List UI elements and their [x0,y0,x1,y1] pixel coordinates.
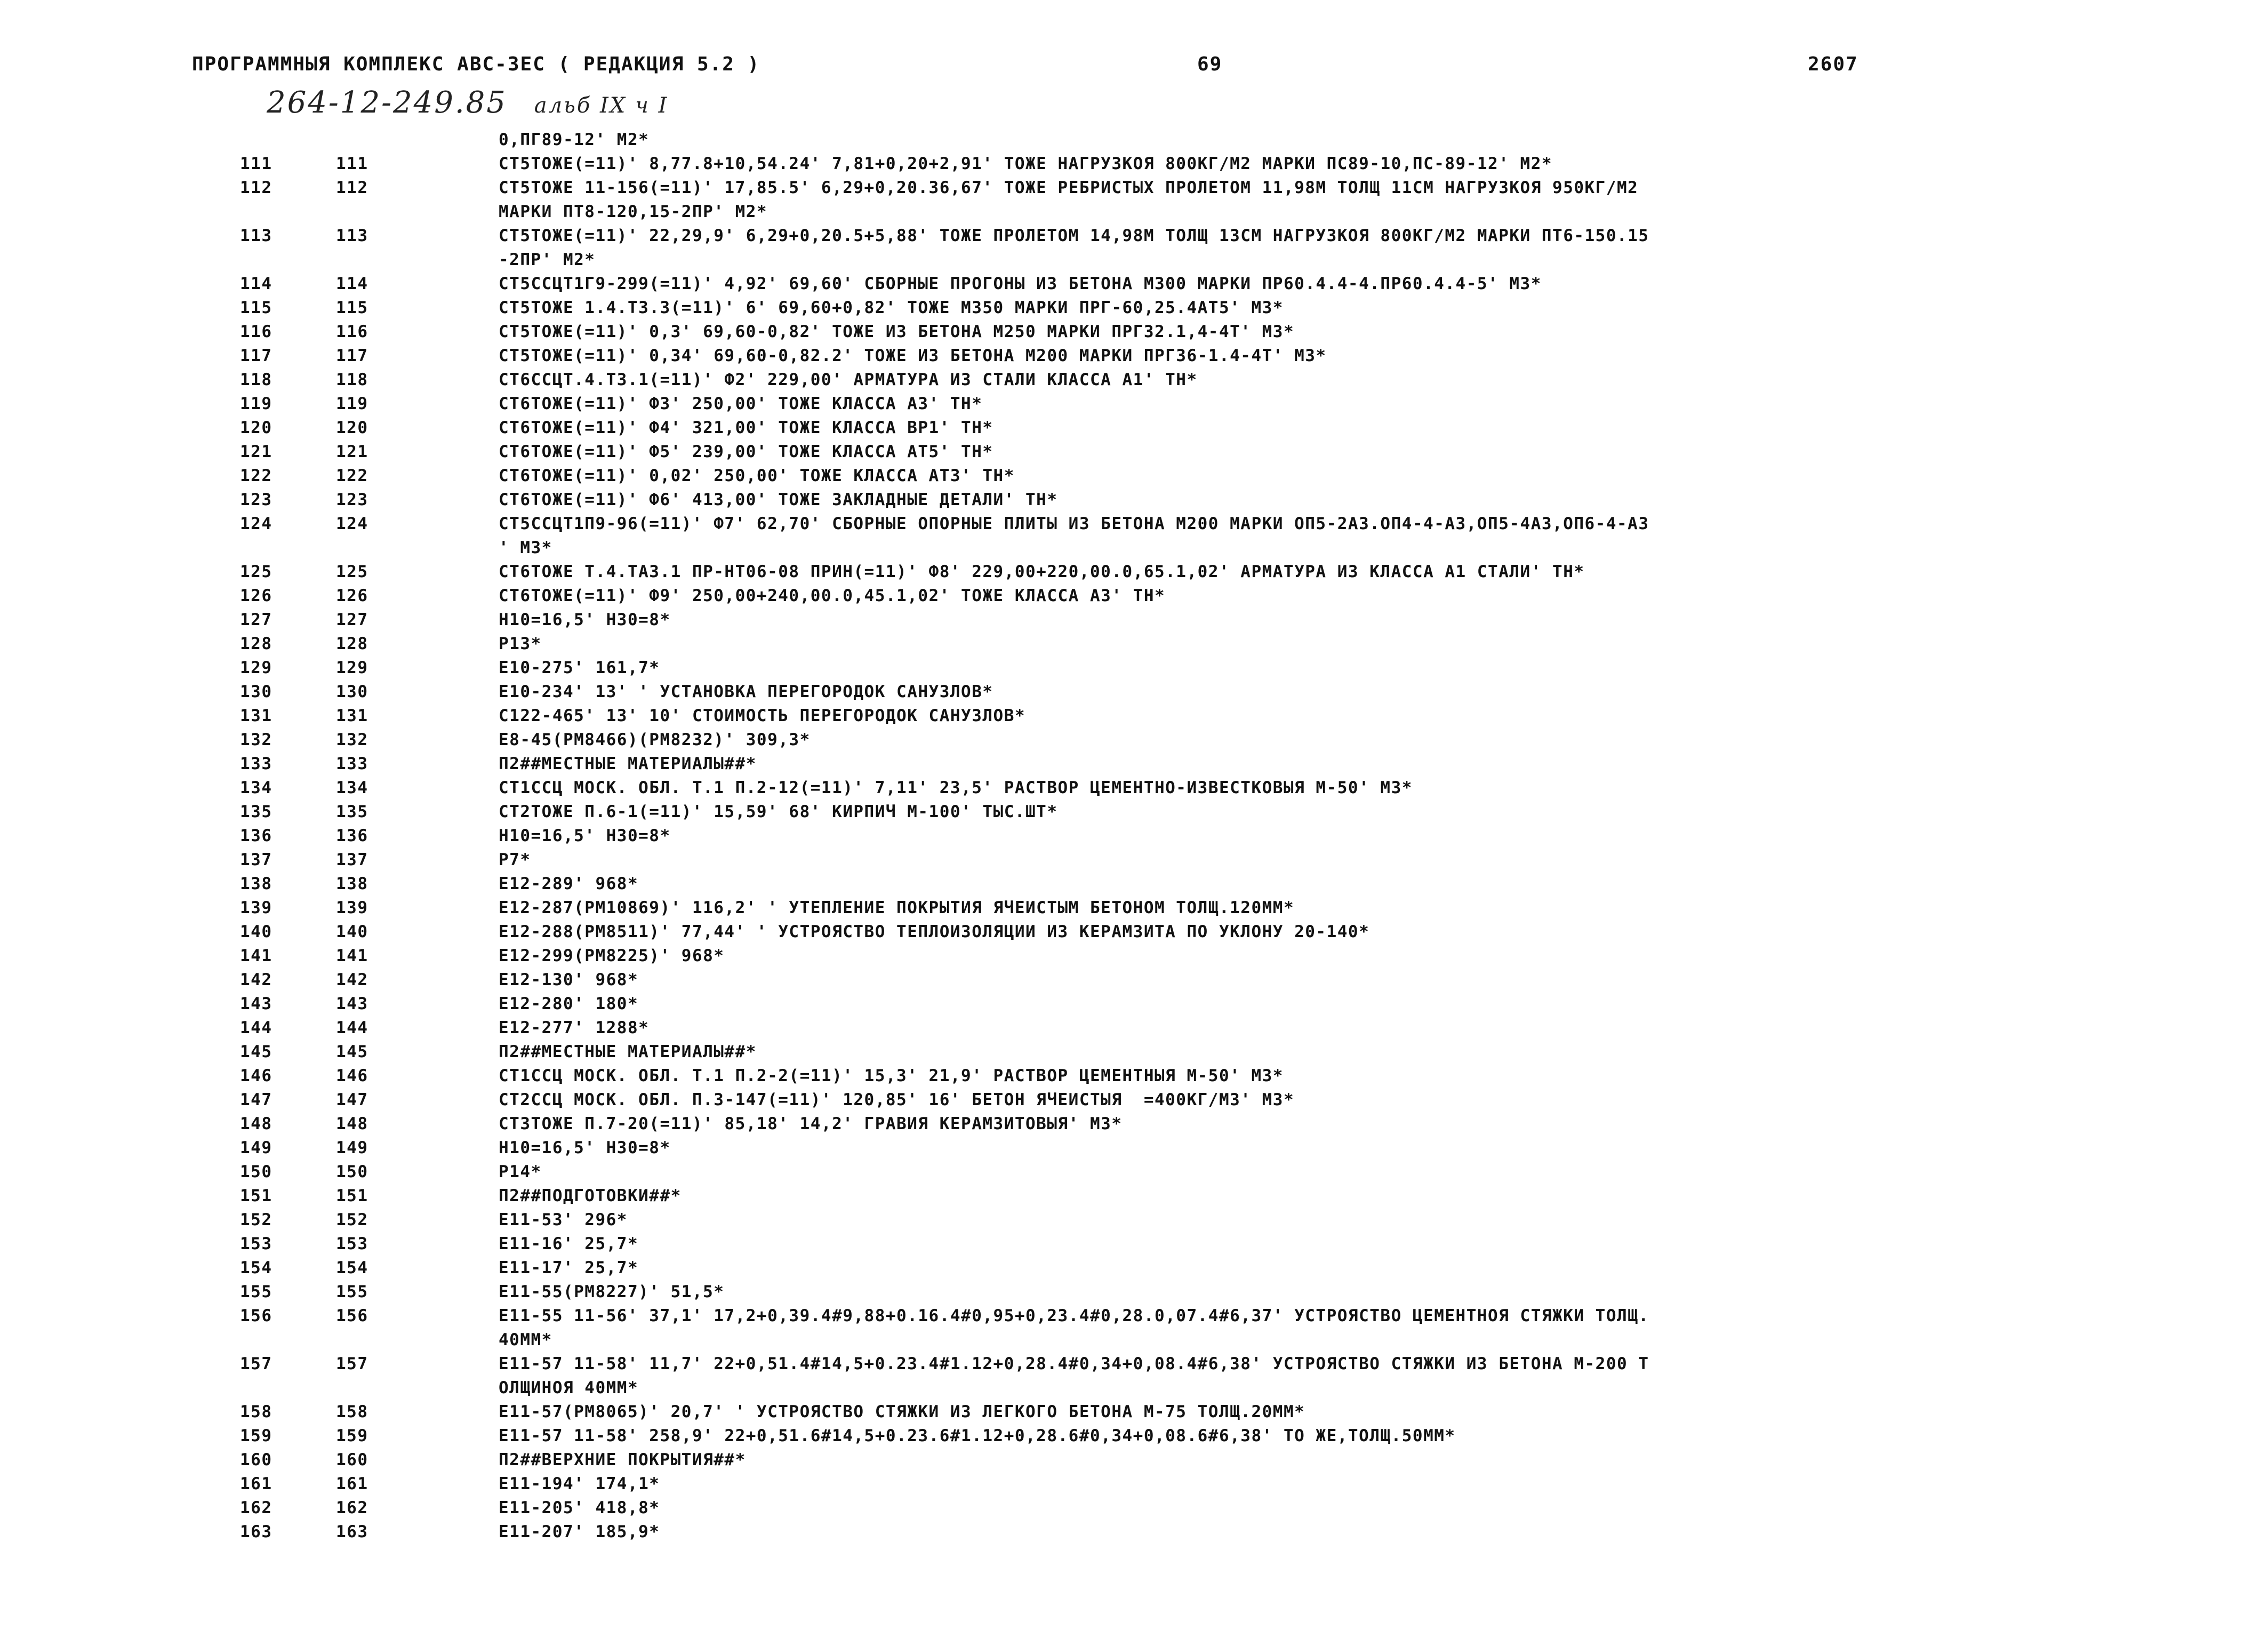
statement-number: 117 [336,346,368,365]
listing-line [0,1112,2268,1136]
line-text: Е12-277' 1288* [499,1018,650,1037]
listing-line [0,752,2268,776]
statement-number: 141 [336,946,368,965]
line-number: 145 [240,1042,273,1061]
listing-line [0,1160,2268,1184]
line-text: П2##МЕСТНЫЕ МАТЕРИАЛЫ##* [499,754,757,773]
listing-line [0,632,2268,656]
line-number: 142 [240,970,273,989]
line-number: 116 [240,322,273,341]
line-text: Е11-55 11-56' 37,1' 17,2+0,39.4#9,88+0.16.4#0,95+0,23.4#0,28.0,07.4#6,37' УСТРОЯСТВО ЦЕМЕНТНОЯ СТЯЖКИ ТОЛЩ. [499,1306,1649,1325]
listing-line [0,944,2268,968]
line-text: Е11-207' 185,9* [499,1522,660,1541]
statement-number: 137 [336,850,368,869]
line-number: 119 [240,394,273,413]
line-number: 118 [240,370,273,389]
statement-number: 152 [336,1210,368,1229]
line-text: Р13* [499,634,542,653]
line-number: 147 [240,1090,273,1109]
page-header [192,53,2112,85]
listing-line [0,1472,2268,1496]
statement-number: 160 [336,1450,368,1469]
line-text: Н10=16,5' Н30=8* [499,826,671,845]
listing-line [0,392,2268,416]
statement-number: 146 [336,1066,368,1085]
line-text: Е10-275' 161,7* [499,658,660,677]
line-number: 143 [240,994,273,1013]
statement-number: 162 [336,1498,368,1517]
statement-number: 145 [336,1042,368,1061]
statement-number: 121 [336,442,368,461]
line-text: Е11-205' 418,8* [499,1498,660,1517]
listing-line [0,416,2268,440]
statement-number: 127 [336,610,368,629]
statement-number: 115 [336,298,368,317]
line-number: 132 [240,730,273,749]
listing-line [0,1304,2268,1328]
listing-line [0,1088,2268,1112]
line-number: 120 [240,418,273,437]
listing-line [0,1208,2268,1232]
listing-line [0,368,2268,392]
line-text: CT5TOЖE(=11)' 0,34' 69,60-0,82.2' ТОЖЕ ИЗ БЕТОНА М200 МАРКИ ПРГ36-1.4-4Т' М3* [499,346,1327,365]
line-text: Е11-57 11-58' 11,7' 22+0,51.4#14,5+0.23.4#1.12+0,28.4#0,34+0,08.4#6,38' УСТРОЯСТВО СТЯЖКИ ИЗ БЕТОНА М-200 Т [499,1354,1649,1373]
line-number: 133 [240,754,273,773]
statement-number: 139 [336,898,368,917]
line-number: 114 [240,274,273,293]
listing-line [0,176,2268,200]
statement-number: 120 [336,418,368,437]
statement-number: 143 [336,994,368,1013]
statement-number: 140 [336,922,368,941]
line-text: Н10=16,5' Н30=8* [499,1138,671,1157]
statement-number: 129 [336,658,368,677]
listing-line [0,896,2268,920]
statement-number: 138 [336,874,368,893]
listing-line [0,344,2268,368]
line-number: 137 [240,850,273,869]
statement-number: 119 [336,394,368,413]
statement-number: 134 [336,778,368,797]
listing-line [0,872,2268,896]
line-number: 127 [240,610,273,629]
line-number: 152 [240,1210,273,1229]
statement-number: 130 [336,682,368,701]
statement-number: 126 [336,586,368,605]
statement-number: 144 [336,1018,368,1037]
statement-number: 142 [336,970,368,989]
listing-line [0,1328,2268,1352]
listing-line [0,440,2268,464]
line-text: Е8-45(РМ8466)(РМ8232)' 309,3* [499,730,811,749]
listing-line [0,704,2268,728]
line-number: 162 [240,1498,273,1517]
line-text: С122-465' 13' 10' СТОИМОСТЬ ПЕРЕГОРОДОК САНУЗЛОВ* [499,706,1026,725]
line-number: 136 [240,826,273,845]
listing-line [0,560,2268,584]
statement-number: 157 [336,1354,368,1373]
line-number: 138 [240,874,273,893]
line-text: Е12-288(РМ8511)' 77,44' ' УСТРОЯСТВО ТЕПЛОИЗОЛЯЦИИ ИЗ КЕРАМЗИТА ПО УКЛОНУ 20-140* [499,922,1370,941]
line-text: Р7* [499,850,531,869]
line-number: 163 [240,1522,273,1541]
listing-line [0,968,2268,992]
line-number: 140 [240,922,273,941]
line-text: Е11-17' 25,7* [499,1258,639,1277]
line-text: CT5TOЖE 1.4.T3.3(=11)' 6' 69,60+0,82' ТОЖЕ М350 МАРКИ ПРГ-60,25.4АТ5' М3* [499,298,1284,317]
listing-line [0,200,2268,224]
line-text: CT5CCЦT1Г9-299(=11)' 4,92' 69,60' СБОРНЫЕ ПРОГОНЫ ИЗ БЕТОНА М300 МАРКИ ПР60.4.4-4.ПР60.4.4-5' М3* [499,274,1542,293]
line-number: 135 [240,802,273,821]
listing-line [0,1136,2268,1160]
listing-line [0,1256,2268,1280]
listing-line [0,920,2268,944]
handwritten-number: 264-12-249.85 [267,85,507,120]
listing-line [0,320,2268,344]
line-text: CT6TOЖE T.4.TA3.1 ПР-НТ06-08 ПРИН(=11)' Ф8' 229,00+220,00.0,65.1,02' АРМАТУРА ИЗ КЛАССА А1 СТАЛИ' ТН* [499,562,1585,581]
statement-number: 149 [336,1138,368,1157]
statement-number: 135 [336,802,368,821]
line-text: CT6TOЖE(=11)' Ф4' 321,00' ТОЖЕ КЛАССА ВР1' ТН* [499,418,993,437]
line-text: Е11-194' 174,1* [499,1474,660,1493]
line-text: Е12-299(РМ8225)' 968* [499,946,725,965]
listing-line [0,992,2268,1016]
listing-line [0,728,2268,752]
listing-line [0,248,2268,272]
listing-line [0,1232,2268,1256]
listing-line [0,464,2268,488]
listing-line [0,1520,2268,1544]
statement-number: 111 [336,154,368,173]
line-number: 144 [240,1018,273,1037]
page-number: 69 [1197,53,1223,75]
listing-line [0,1496,2268,1520]
statement-number: 114 [336,274,368,293]
line-text: Е12-130' 968* [499,970,639,989]
line-text: CT6TOЖE(=11)' Ф6' 413,00' ТОЖЕ ЗАКЛАДНЫЕ ДЕТАЛИ' ТН* [499,490,1058,509]
line-text: П2##ВЕРХНИЕ ПОКРЫТИЯ##* [499,1450,746,1469]
statement-number: 150 [336,1162,368,1181]
line-text: Е12-289' 968* [499,874,639,893]
listing-line [0,656,2268,680]
line-text: CT5CCЦT1П9-96(=11)' Ф7' 62,70' СБОРНЫЕ ОПОРНЫЕ ПЛИТЫ ИЗ БЕТОНА М200 МАРКИ ОП5-2А3.ОП4-4-А3,ОП5-4А3,ОП6-4-А3 [499,514,1649,533]
line-number: 148 [240,1114,273,1133]
listing-line [0,272,2268,296]
handwritten-album: альб IX ч I [534,93,669,118]
line-text: Е11-53' 296* [499,1210,628,1229]
line-number: 117 [240,346,273,365]
line-number: 112 [240,178,273,197]
statement-number: 122 [336,466,368,485]
line-number: 146 [240,1066,273,1085]
statement-number: 128 [336,634,368,653]
line-text: CT3TOЖE П.7-20(=11)' 85,18' 14,2' ГРАВИЯ КЕРАМЗИТОВЫЯ' М3* [499,1114,1123,1133]
line-text: CT5TOЖE(=11)' 0,3' 69,60-0,82' ТОЖЕ ИЗ БЕТОНА М250 МАРКИ ПРГ32.1,4-4Т' М3* [499,322,1295,341]
line-text: ОЛЩИНОЯ 40ММ* [499,1378,639,1397]
listing-line [0,1352,2268,1376]
handwritten-note [267,85,668,120]
listing-line [0,1448,2268,1472]
line-number: 139 [240,898,273,917]
statement-number: 112 [336,178,368,197]
listing-line [0,296,2268,320]
listing-line [0,1424,2268,1448]
line-text: CT2TOЖE П.6-1(=11)' 15,59' 68' КИРПИЧ М-100' ТЫС.ШТ* [499,802,1058,821]
line-number: 130 [240,682,273,701]
line-number: 161 [240,1474,273,1493]
statement-number: 125 [336,562,368,581]
line-number: 157 [240,1354,273,1373]
line-number: 158 [240,1402,273,1421]
line-number: 123 [240,490,273,509]
line-text: Е12-280' 180* [499,994,639,1013]
statement-number: 132 [336,730,368,749]
listing-line [0,224,2268,248]
listing-line [0,128,2268,152]
statement-number: 124 [336,514,368,533]
line-text: -2ПР' М2* [499,250,596,269]
line-number: 124 [240,514,273,533]
line-text: П2##ПОДГОТОВКИ##* [499,1186,682,1205]
line-text: Е12-287(РМ10869)' 116,2' ' УТЕПЛЕНИЕ ПОКРЫТИЯ ЯЧЕИСТЫМ БЕТОНОМ ТОЛЩ.120ММ* [499,898,1295,917]
line-text: CT6TOЖE(=11)' Ф5' 239,00' ТОЖЕ КЛАССА АТ5' ТН* [499,442,993,461]
listing-line [0,536,2268,560]
line-text: CT6CCЦT.4.Т3.1(=11)' Ф2' 229,00' АРМАТУРА ИЗ СТАЛИ КЛАССА А1' ТН* [499,370,1198,389]
statement-number: 116 [336,322,368,341]
line-text: CT2CCЦ МОСК. ОБЛ. П.3-147(=11)' 120,85' 16' БЕТОН ЯЧЕИСТЫЯ =400КГ/М3' М3* [499,1090,1295,1109]
line-number: 154 [240,1258,273,1277]
line-text: CT1CCЦ МОСК. ОБЛ. Т.1 П.2-12(=11)' 7,11' 23,5' РАСТВОР ЦЕМЕНТНО-ИЗВЕСТКОВЫЯ М-50' М3* [499,778,1413,797]
line-text: 40ММ* [499,1330,552,1349]
line-text: CT5TOЖE 11-156(=11)' 17,85.5' 6,29+0,20.36,67' ТОЖЕ РЕБРИСТЫХ ПРОЛЕТОМ 11,98М ТОЛЩ 11СМ НАГРУЗКОЯ 950КГ/М2 [499,178,1639,197]
line-number: 111 [240,154,273,173]
listing-line [0,776,2268,800]
line-number: 151 [240,1186,273,1205]
line-text: CT1CCЦ МОСК. ОБЛ. Т.1 П.2-2(=11)' 15,3' 21,9' РАСТВОР ЦЕМЕНТНЫЯ М-50' М3* [499,1066,1284,1085]
document-code: 2607 [1808,53,1858,75]
line-text: ' М3* [499,538,552,557]
listing-line [0,1016,2268,1040]
line-number: 159 [240,1426,273,1445]
line-text: 0,ПГ89-12' М2* [499,130,650,149]
line-number: 149 [240,1138,273,1157]
listing-line [0,152,2268,176]
statement-number: 113 [336,226,368,245]
line-text: Е11-16' 25,7* [499,1234,639,1253]
listing-line [0,800,2268,824]
listing-line [0,1376,2268,1400]
listing-line [0,1064,2268,1088]
program-title: ПРОГРАММНЫЯ КОМПЛЕКС АВС-ЗЕС ( РЕДАКЦИЯ 5.2 ) [192,53,760,75]
line-number: 129 [240,658,273,677]
listing-line [0,608,2268,632]
line-text: CT6TOЖE(=11)' Ф9' 250,00+240,00.0,45.1,02' ТОЖЕ КЛАССА А3' ТН* [499,586,1166,605]
statement-number: 163 [336,1522,368,1541]
statement-number: 158 [336,1402,368,1421]
line-text: МАРКИ ПТ8-120,15-2ПР' М2* [499,202,768,221]
line-text: Е11-55(РМ8227)' 51,5* [499,1282,725,1301]
statement-number: 147 [336,1090,368,1109]
statement-number: 161 [336,1474,368,1493]
line-number: 150 [240,1162,273,1181]
line-text: Е10-234' 13' ' УСТАНОВКА ПЕРЕГОРОДОК САНУЗЛОВ* [499,682,993,701]
statement-number: 118 [336,370,368,389]
listing-line [0,584,2268,608]
listing-line [0,1400,2268,1424]
line-text: CT5TOЖE(=11)' 22,29,9' 6,29+0,20.5+5,88' ТОЖЕ ПРОЛЕТОМ 14,98М ТОЛЩ 13СМ НАГРУЗКОЯ 800КГ/М2 МАРКИ ПТ6-150.15 [499,226,1649,245]
line-number: 126 [240,586,273,605]
line-number: 115 [240,298,273,317]
line-number: 128 [240,634,273,653]
line-text: CT6TOЖE(=11)' Ф3' 250,00' ТОЖЕ КЛАССА А3' ТН* [499,394,983,413]
statement-number: 148 [336,1114,368,1133]
listing-line [0,512,2268,536]
listing-line [0,1184,2268,1208]
listing-line [0,824,2268,848]
statement-number: 131 [336,706,368,725]
listing-line [0,488,2268,512]
line-text: П2##МЕСТНЫЕ МАТЕРИАЛЫ##* [499,1042,757,1061]
listing-line [0,1280,2268,1304]
statement-number: 151 [336,1186,368,1205]
listing-line [0,680,2268,704]
line-text: Е11-57 11-58' 258,9' 22+0,51.6#14,5+0.23.6#1.12+0,28.6#0,34+0,08.6#6,38' ТО ЖЕ,ТОЛЩ.50ММ* [499,1426,1456,1445]
line-number: 141 [240,946,273,965]
statement-number: 155 [336,1282,368,1301]
line-number: 160 [240,1450,273,1469]
line-number: 122 [240,466,273,485]
statement-number: 154 [336,1258,368,1277]
statement-number: 123 [336,490,368,509]
statement-number: 156 [336,1306,368,1325]
listing [0,128,2268,1544]
line-number: 134 [240,778,273,797]
listing-line [0,848,2268,872]
line-number: 155 [240,1282,273,1301]
listing-line [0,1040,2268,1064]
statement-number: 133 [336,754,368,773]
line-number: 153 [240,1234,273,1253]
statement-number: 136 [336,826,368,845]
line-text: CT6TOЖE(=11)' 0,02' 250,00' ТОЖЕ КЛАССА АТ3' ТН* [499,466,1015,485]
line-number: 156 [240,1306,273,1325]
line-number: 125 [240,562,273,581]
statement-number: 159 [336,1426,368,1445]
line-text: CT5TOЖE(=11)' 8,77.8+10,54.24' 7,81+0,20+2,91' ТОЖЕ НАГРУЗКОЯ 800КГ/М2 МАРКИ ПС89-10,ПС-89-12' М2* [499,154,1553,173]
line-text: Р14* [499,1162,542,1181]
line-number: 121 [240,442,273,461]
line-number: 113 [240,226,273,245]
statement-number: 153 [336,1234,368,1253]
line-number: 131 [240,706,273,725]
line-text: Е11-57(РМ8065)' 20,7' ' УСТРОЯСТВО СТЯЖКИ ИЗ ЛЕГКОГО БЕТОНА М-75 ТОЛЩ.20ММ* [499,1402,1305,1421]
line-text: Н10=16,5' Н30=8* [499,610,671,629]
